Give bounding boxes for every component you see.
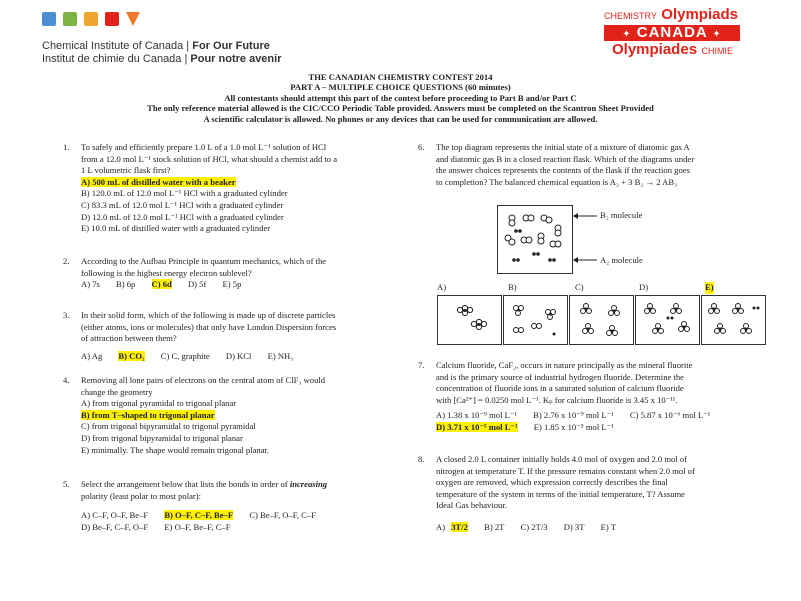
question-text: and is the primary source of industrial hydrogen fluoride. Determine the: [436, 371, 684, 382]
answer-option-b[interactable]: B) from T–shaped to trigonal planar: [81, 409, 215, 420]
instructions-line: All contestants should attempt this part of the contest before proceeding to Part B and/or Part C: [224, 92, 577, 103]
answer-option-a[interactable]: A) from trigonal pyramidal to trigonal planar: [81, 398, 237, 409]
question-number: 4.: [63, 375, 70, 385]
maple-leaf-icon: ✦: [622, 29, 632, 40]
question-text: nitrogen at temperature T. If the pressure remains constant when 2.0 mol of: [436, 465, 695, 476]
cic-logo-mark-icon: [84, 12, 98, 26]
answer-option-c[interactable]: C) 6d: [151, 279, 172, 290]
answer-option-a[interactable]: A) 500 mL of distilled water with a beaker: [81, 176, 236, 187]
answer-option-c[interactable]: C) from trigonal bipyramidal to trigonal pyramidal: [81, 421, 256, 432]
answer-diagram-d[interactable]: [635, 295, 700, 345]
question-text: Ideal Gas behaviour.: [436, 500, 507, 511]
answer-option-c[interactable]: C) 5.87 x 10⁻⁶ mol L⁻¹: [629, 410, 711, 421]
question-number: 1.: [63, 142, 70, 152]
question-number: 3.: [63, 310, 70, 320]
question-text-emphasis: increasing: [289, 479, 328, 489]
answer-option-b[interactable]: B) 2.76 x 10⁻⁹ mol L⁻¹: [533, 410, 614, 421]
olympiad-bottom-small: CHIMIE: [701, 46, 733, 56]
answer-diagram-a[interactable]: [437, 295, 502, 345]
answer-option-e[interactable]: E) 5p: [222, 279, 242, 290]
question-5: [63, 479, 393, 541]
answer-option-c[interactable]: C) Be–F, O–F, C–F: [249, 510, 316, 521]
a2-molecule-label: A₂ molecule: [600, 255, 643, 265]
olympiad-bottom-big: Olympiades: [612, 41, 698, 58]
answer-option-b[interactable]: B) CO₂: [118, 350, 145, 361]
answer-option-d[interactable]: D): [639, 282, 649, 292]
answer-option-e[interactable]: E) minimally. The shape would remain trigonal planar.: [81, 444, 270, 455]
cic-logo-mark-icon: [63, 12, 77, 26]
olympiad-canada: CANADA: [636, 24, 708, 41]
cic-slogan-en: For Our Future: [192, 40, 270, 52]
question-4: [63, 375, 393, 467]
maple-leaf-icon: ✦: [712, 29, 722, 40]
question-text: polarity (least polar to most polar):: [81, 490, 202, 501]
question-2: [63, 256, 393, 296]
answer-option-d[interactable]: D) Be–F, C–F, O–F: [81, 521, 149, 532]
question-text: Select the arrangement below that lists the bonds in order of: [81, 479, 290, 489]
question-text: In their solid form, which of the following is made up of discrete particles: [81, 310, 336, 320]
question-text: (either atoms, ions or molecules) that only have London Dispersion forces: [81, 321, 337, 332]
answer-option-d[interactable]: D) 3T: [563, 521, 585, 532]
contest-title: THE CANADIAN CHEMISTRY CONTEST 2014: [308, 72, 493, 82]
molecule-drawing: [570, 296, 633, 344]
question-text: change the geometry: [81, 386, 153, 397]
answer-option-a[interactable]: A) 1.38 x 10⁻⁹ mol L⁻¹: [436, 410, 518, 421]
question-6: [418, 142, 763, 194]
molecule-drawing: [702, 296, 765, 344]
calculator-line: A scientific calculator is allowed. No phones or any devices that can be used for communication are allowed.: [203, 113, 598, 124]
answer-option-d[interactable]: D) 12.0 mL of 12.0 mol L⁻¹ HCl with a graduated cylinder: [81, 211, 284, 222]
question-text: from a 12.0 mol L⁻¹ stock solution of HCl, what should a chemist add to a: [81, 153, 338, 164]
answer-option-c[interactable]: C) 2T/3: [520, 521, 548, 532]
molecule-drawing: [438, 296, 501, 344]
molecule-drawing: [498, 206, 572, 273]
b2-molecule-label: B₂ molecule: [600, 210, 643, 220]
question-text: Removing all lone pairs of electrons on the central atom of ClF₃ would: [81, 375, 326, 385]
olympiad-top-big: Olympiads: [661, 6, 738, 23]
question-text: The top diagram represents the initial state of a mixture of diatomic gas A: [436, 142, 690, 152]
question-text: concentration of fluoride ions in a saturated solution of calcium fluoride: [436, 383, 684, 394]
answer-option-b[interactable]: B) O–F, C–F, Be–F: [164, 510, 234, 521]
answer-diagram-e[interactable]: [701, 295, 766, 345]
answer-option-b[interactable]: B) 6p: [116, 279, 136, 290]
answer-option-d[interactable]: D) 3.71 x 10⁻⁵ mol L⁻¹: [436, 421, 518, 432]
reference-material-line: The only reference material allowed is the CIC/CCO Periodic Table provided. Answers must be completed on the Scantron Sheet Provided: [147, 103, 654, 114]
question-number: 8.: [418, 454, 425, 464]
molecule-drawing: [636, 296, 699, 344]
olympiad-top-small: CHEMISTRY: [604, 11, 657, 21]
question-3: [63, 310, 393, 366]
question-text: A closed 2.0 L container initially holds 4.0 mol of oxygen and 2.0 mol of: [436, 454, 688, 464]
answer-option-b[interactable]: B) 2T: [484, 521, 505, 532]
part-a-title: PART A – MULTIPLE CHOICE QUESTIONS (60 minutes): [290, 82, 511, 93]
answer-option-a[interactable]: A) 7s: [81, 279, 100, 290]
cic-logo: Chemical Institute of Canada | For Our Future Institut de chimie du Canada | Pour notre avenir: [42, 12, 302, 66]
answer-option-d[interactable]: D) KCl: [225, 350, 252, 361]
answer-option-c[interactable]: C): [575, 282, 584, 292]
answer-option-e[interactable]: E) 1.85 x 10⁻⁵ mol L⁻¹: [533, 421, 614, 432]
answer-diagram-c[interactable]: [569, 295, 634, 345]
cic-name-en: Chemical Institute of Canada: [42, 40, 184, 52]
answer-option-e[interactable]: E) NH₃: [267, 350, 294, 361]
answer-option-a[interactable]: A): [437, 282, 447, 292]
q6-option-labels: [437, 282, 767, 294]
cic-logo-mark-icon: [126, 12, 140, 26]
diagram-arrows: [571, 208, 599, 268]
answer-option-b[interactable]: B) 120.0 mL of 12.0 mol L⁻¹ HCl with a graduated cylinder: [81, 188, 288, 199]
answer-option-c[interactable]: C) 83.3 mL of 12.0 mol L⁻¹ HCl with a graduated cylinder: [81, 199, 284, 210]
question-8: [418, 454, 763, 540]
answer-option-d[interactable]: D) 5f: [187, 279, 207, 290]
question-1: [63, 142, 393, 246]
question-text: Calcium fluoride, CaF₂, occurs in nature principally as the mineral fluorite: [436, 360, 693, 370]
olympiad-canada-band: [604, 25, 740, 41]
answer-option-a[interactable]: 3T/2: [451, 521, 468, 532]
question-text: following is the highest energy electron sublevel?: [81, 267, 252, 278]
question-text: the answer choices represents the contents of the flask if the reaction goes: [436, 165, 690, 176]
contest-title-block: [0, 72, 801, 124]
question-text: oxygen are removed, which expression correctly describes the final: [436, 477, 668, 488]
answer-option-d[interactable]: D) from trigonal bipyramidal to trigonal planar: [81, 432, 243, 443]
question-text: with [Ca²⁺] = 0.0250 mol L⁻¹. Kₚ for calcium fluoride is 3.45 x 10⁻¹¹.: [436, 394, 678, 405]
cic-logo-mark-icon: [105, 12, 119, 26]
question-text: To safely and efficiently prepare 1.0 L of a 1.0 mol L⁻¹ solution of HCl: [81, 142, 327, 152]
answer-option-a-label[interactable]: A): [436, 521, 446, 532]
answer-option-c[interactable]: C) C, graphite: [160, 350, 210, 361]
cic-slogan-fr: Pour notre avenir: [190, 53, 282, 65]
cic-name-fr: Institut de chimie du Canada: [42, 53, 182, 65]
initial-state-diagram: [497, 205, 573, 274]
molecule-drawing: [504, 296, 567, 344]
question-number: 7.: [418, 360, 425, 370]
question-text: According to the Aufbau Principle in quantum mechanics, which of the: [81, 256, 327, 266]
answer-option-e[interactable]: E) T: [600, 521, 616, 532]
answer-option-b[interactable]: B): [508, 282, 517, 292]
question-number: 6.: [418, 142, 425, 152]
answer-option-a[interactable]: A) C–F, O–F, Be–F: [81, 510, 149, 521]
question-text: to completion? The balanced chemical equation is A₂ + 3 B₂ → 2 AB₃: [436, 176, 678, 187]
question-number: 2.: [63, 256, 70, 266]
question-7: [418, 360, 763, 444]
answer-option-e[interactable]: E): [705, 282, 714, 292]
question-text: and diatomic gas B in a closed reaction flask. Which of the diagrams under: [436, 153, 695, 164]
answer-diagram-b[interactable]: [503, 295, 568, 345]
question-text: 1 L volumetric flask first?: [81, 165, 171, 176]
question-text: temperature of the system in terms of the initial temperature, T? Assume: [436, 488, 685, 499]
answer-option-e[interactable]: E) O–F, Be–F, C–F: [164, 521, 231, 532]
answer-option-e[interactable]: E) 10.0 mL of distilled water with a graduated cylinder: [81, 223, 271, 234]
question-text: of attraction between them?: [81, 333, 177, 344]
olympiad-logo: [604, 6, 740, 64]
question-number: 5.: [63, 479, 70, 489]
answer-option-a[interactable]: A) Ag: [81, 350, 103, 361]
cic-logo-mark-icon: [42, 12, 56, 26]
